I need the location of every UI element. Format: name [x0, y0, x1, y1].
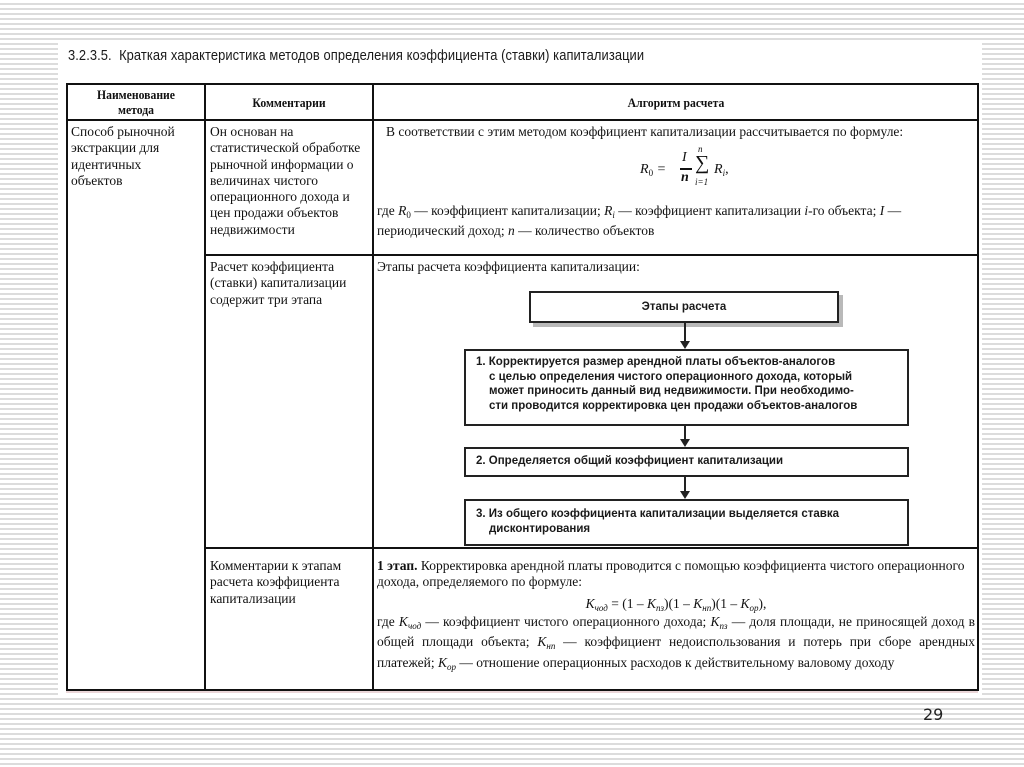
row-divider [205, 547, 979, 549]
header-divider [66, 119, 979, 121]
legend-text: — доля площади, не приносящей доход в общей площади объекта; [377, 614, 975, 650]
legend-text: — периодический доход; [377, 203, 902, 239]
legend-text: где [377, 614, 399, 629]
formula-sub: ор [749, 603, 759, 613]
flowchart-root [529, 291, 839, 323]
step3-line: 3. Из общего коэффициента капитализации выделяется ставка [476, 508, 839, 520]
step2-line: 2. Определяется общий коэффициент капитализации [476, 455, 784, 467]
step1-line: с целью определения чистого операционного дохода, который [489, 370, 853, 383]
sum-icon: ∑ [695, 152, 710, 174]
arrow-down-icon [680, 341, 690, 349]
legend-text: -го объекта; [808, 203, 880, 218]
flowchart-root-label: Этапы расчета [641, 301, 727, 313]
legend-text: где [377, 203, 399, 218]
step3-line: дисконтирования [489, 522, 591, 535]
formula-var: K [740, 596, 750, 611]
legend-text: — количество объектов [514, 223, 655, 239]
flowchart-connector [684, 477, 686, 492]
step1-line: 1. Корректируется размер арендной платы объектов-аналогов [476, 356, 836, 368]
legend-text: — коэффициент чистого операционного дохода; [421, 614, 711, 629]
arrow-down-icon [680, 439, 690, 447]
legend-sub: 0 [406, 210, 411, 220]
formula-var: K [585, 596, 595, 611]
row2-comment: Расчет коэффициента (ставки) капитализации содержит три этапа [210, 259, 347, 307]
formula-lhs-sub: 0 [648, 168, 654, 178]
legend-var: K [537, 634, 547, 650]
step1-line: может приносить данный вид недвижимости. При необходимо- [489, 385, 854, 397]
header-comments: Комментарии [252, 95, 326, 110]
title-text: Краткая характеристика методов определения коэффициента (ставки) капитализации [119, 47, 645, 64]
column-divider [204, 83, 206, 691]
stage-text: Корректировка арендной платы проводится с помощью коэффициента чистого операционного дохода, определяемого по формуле: [377, 558, 965, 590]
formula-denominator: n [681, 170, 689, 185]
legend-text: — отношение операционных расходов к действительному валовому доходу [456, 654, 895, 670]
flowchart-step-2 [464, 447, 909, 477]
formula-r0: $R_0$ = I n n ∑ i=1 $R_i$, [640, 144, 729, 187]
formula-var: K [693, 596, 703, 611]
legend-var: n [508, 223, 515, 239]
legend-var: i [804, 203, 809, 218]
row3-legend [377, 614, 975, 675]
legend-sub: ор [447, 661, 457, 672]
flowchart-step-1 [464, 349, 909, 426]
title-number: 3.2.3.5. [68, 47, 112, 64]
formula-numerator: I [682, 150, 687, 165]
header-algorithm: Алгоритм расчета [627, 95, 725, 110]
formula-lhs: R [640, 162, 649, 177]
row1-legend [377, 203, 975, 240]
formula-text: )(1 – [664, 596, 694, 611]
legend-text: — коэффициент капитализации [614, 203, 805, 218]
legend-var: K [710, 614, 720, 629]
legend-text: — коэффициент недоиспользования и потерь при сборе арендных платежей; [377, 634, 975, 670]
sum-lower: i=1 [695, 177, 709, 187]
formula-text: ), [758, 596, 767, 611]
header-method-line1: Наименование [96, 87, 175, 102]
formula-var: K [646, 596, 656, 611]
slide-title [68, 47, 644, 64]
row-divider [205, 254, 979, 256]
legend-var: I [879, 203, 885, 218]
legend-sub: чод [407, 621, 422, 631]
legend-var: R [604, 203, 613, 218]
formula-text: )(1 – [711, 596, 741, 611]
formula-sub: нп [702, 603, 712, 613]
sum-upper: n [698, 144, 703, 154]
header-method-line2: метода [117, 102, 155, 117]
flowchart-connector [684, 323, 686, 343]
formula-tail: , [725, 162, 729, 177]
legend-var: K [398, 614, 408, 629]
table-bottom-shadow [66, 691, 978, 693]
legend-var: R [398, 203, 407, 218]
row1-comment: Он основан на статистической обработке рыночной информации о величинах чистого операционного дохода и цен продажи объектов недвижимости [210, 124, 361, 237]
row1-intro: В соответствии с этим методом коэффициент капитализации рассчитывается по формуле: [386, 124, 904, 139]
method-name: Способ рыночной экстракции для идентичных объектов [71, 124, 175, 188]
stage-label: 1 этап. [377, 558, 418, 573]
arrow-down-icon [680, 491, 690, 499]
step1-line: сти проводится корректировка цен продажи объектов-аналогов [489, 399, 858, 412]
row2-intro: Этапы расчета коэффициента капитализации: [377, 259, 640, 274]
legend-text: — коэффициент капитализации; [410, 203, 605, 218]
page-number: 29 [923, 705, 944, 724]
formula-term-sub: i [722, 168, 726, 178]
legend-sub: i [612, 210, 615, 220]
formula-sub: пз [655, 603, 664, 613]
formula-text: = (1 – [607, 596, 647, 611]
legend-sub: пз [719, 621, 728, 631]
formula-sub: чод [594, 603, 608, 613]
row3-comment: Комментарии к этапам расчета коэффициента капитализации [210, 558, 342, 606]
row3-stage-text [377, 558, 975, 591]
flowchart-step-3 [464, 499, 909, 546]
formula-term: R [714, 162, 723, 177]
legend-var: K [438, 654, 448, 670]
legend-sub: нп [546, 641, 556, 652]
header-method [75, 87, 197, 117]
